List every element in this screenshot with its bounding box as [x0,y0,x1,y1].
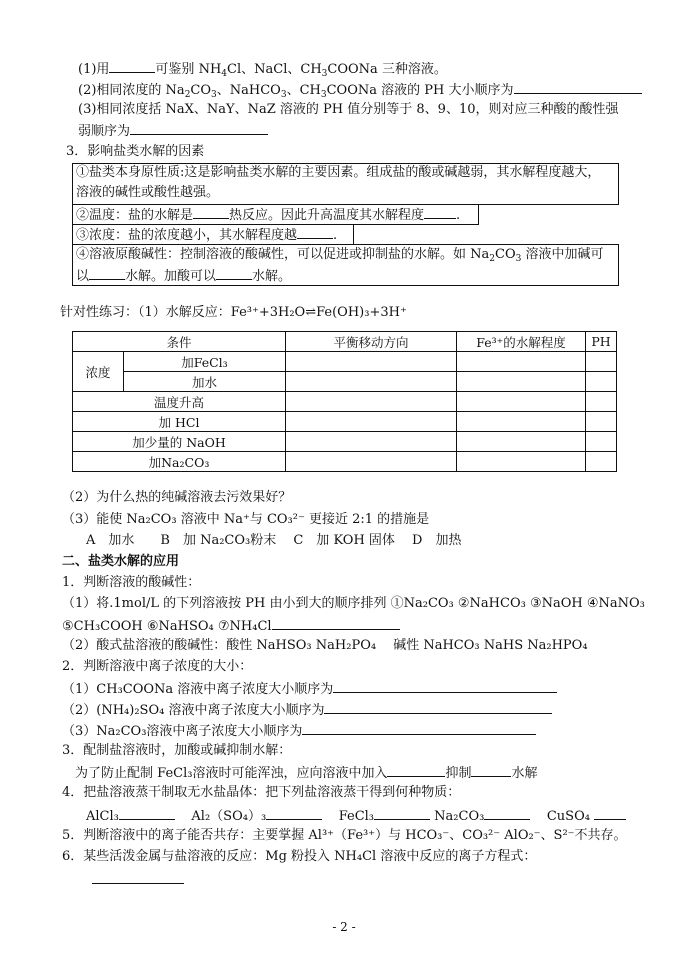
item-6: 6．某些活泼金属与盐溶液的反应：Mg 粉投入 NH₄Cl 溶液中反应的离子方程式： [62,849,537,864]
item-3a: 为了防止配制 FeCl₃溶液时可能浑浊，应向溶液中加入 抑制 水解 [62,763,537,783]
table-row [73,372,617,392]
blank[interactable] [302,721,536,735]
item-1b: ⑤CH₃COOH ⑥NaHSO₄ ⑦NH₄Cl [62,616,400,636]
table-header-row [73,332,617,352]
item-6-blank [92,870,184,890]
blank[interactable] [297,225,333,239]
table-cell[interactable] [285,412,456,432]
q1-line-a: (1)用 可鉴别 $NH_4Cl$、NaCl、$CH_3COONa$ 三种溶液。 [78,59,447,79]
table-cell[interactable] [456,352,585,372]
blank[interactable] [484,806,530,820]
item-2b: （2）(NH₄)₂SO₄ 溶液中离子浓度大小顺序为 [62,700,552,720]
blank[interactable] [272,616,400,630]
item-5: 5．判断溶液中的离子能否共存：主要掌握 Al³⁺（Fe³⁺）与 HCO₃⁻、CO₃²⁻ AlO₂⁻、S²⁻不共存。 [62,828,627,843]
table-row-label: 加水 [124,372,286,392]
blank[interactable] [119,806,175,820]
table-header: PH [585,332,616,352]
table-cell[interactable] [285,452,456,472]
factor-1-text: ①盐类本身原性质:这是影响盐类水解的主要因素。组成盐的酸或碱越弱，其水解程度越大， [76,165,601,180]
item-1c: （2）酸式盐溶液的酸碱性：酸性 NaHSO₃ NaH₂PO₄ 碱性 NaHCO₃ NaHS Na₂HPO₄ [62,638,588,653]
blank[interactable] [109,59,155,73]
table-row-label: 加FeCl₃ [124,352,286,372]
blank[interactable] [387,763,445,777]
item-2c: （3）Na₂CO₃溶液中离子浓度大小顺序为 [62,721,536,741]
table-row [73,352,617,372]
item-4-list: AlCl₃ Al₂（SO₄）₃ FeCl₃ Na₂CO₃ CuSO₄ [86,806,626,826]
factor-2-text: ②温度：盐的水解是 热反应。因此升高温度其水解程度 . [76,205,460,225]
question-3-options: A 加水 B 加 Na₂CO₃粉末 C 加 KOH 固体 D 加热 [86,533,462,548]
table-cell[interactable] [456,452,585,472]
table-header: 平衡移动方向 [285,332,456,352]
table-cell[interactable] [585,452,616,472]
q1-line-c2: 弱顺序为 [78,121,268,141]
page-number: - 2 - [332,920,356,934]
blank[interactable] [89,266,125,280]
table-cell[interactable] [585,352,616,372]
table-cell[interactable] [285,432,456,452]
table-cell[interactable] [285,352,456,372]
condition-table [72,331,617,472]
table-row [73,452,617,472]
item-1a: （1）将.1mol/L 的下列溶液按 PH 由小到大的顺序排列 ①Na₂CO₃ ②NaHCO₃ ③NaOH ④NaNO₃ [62,596,645,611]
item-1: 1．判断溶液的酸碱性： [62,575,201,590]
blank[interactable] [193,205,229,219]
question-3: （3）能使 Na₂CO₃ 溶液中 Na⁺与 CO₃²⁻ 更接近 2:1 的措施是 [62,512,430,527]
table-row-label: 温度升高 [73,392,286,412]
table-cell[interactable] [456,432,585,452]
practice-title: 针对性练习：（1）水解反应：Fe³⁺+3H₂O⇌Fe(OH)₃+3H⁺ [60,305,407,320]
factor-3-text: ③浓度：盐的浓度越小，其水解程度越 . [76,225,337,245]
factor-4-text-b: 以 水解。加酸可以 水解。 [76,266,291,286]
table-cell[interactable] [456,412,585,432]
table-header: Fe³⁺的水解程度 [456,332,585,352]
section-2-title: 二、盐类水解的应用 [62,554,180,569]
item-2a: （1）CH₃COONa 溶液中离子浓度大小顺序为 [62,679,557,699]
table-cell[interactable] [285,372,456,392]
factor-4-text: ④溶液原酸碱性：控制溶液的酸碱性，可以促进或抑制盐的水解。如 $Na_2CO_3$ 溶液中加碱可 [76,247,604,264]
table-cell[interactable] [585,392,616,412]
table-row-label: 加少量的 NaOH [73,432,286,452]
blank[interactable] [374,806,430,820]
blank[interactable] [514,80,642,94]
blank[interactable] [424,205,456,219]
table-row [73,392,617,412]
table-cell[interactable] [585,432,616,452]
table-row [73,432,617,452]
table-header: 条件 [73,332,286,352]
item-2: 2．判断溶液中离子浓度的大小： [62,659,253,674]
blank[interactable] [471,763,511,777]
q1-line-c: (3)相同浓度括 NaX、NaY、NaZ 溶液的 PH 值分别等于 8、9、10，则对应三种酸的酸性强 [78,102,619,117]
question-2: （2）为什么热的纯碱溶液去污效果好？ [62,490,292,505]
blank[interactable] [130,121,268,135]
table-row-label: 加 HCl [73,412,286,432]
factor-1-text-b: 溶液的碱性或酸性越强。 [76,185,220,200]
table-cell[interactable] [456,372,585,392]
table-row-label: 加Na₂CO₃ [73,452,286,472]
blank[interactable] [216,266,252,280]
table-group-label: 浓度 [73,352,124,392]
table-row [73,412,617,432]
table-cell[interactable] [585,412,616,432]
q1-line-b: (2)相同浓度的 $Na_2CO_3$、NaHCO$_3$、$CH_3COONa$ 溶液的 PH 大小顺序为 [78,80,642,100]
item-3: 3．配制盐溶液时，加酸或碱抑制水解： [62,743,292,758]
blank[interactable] [266,806,322,820]
blank[interactable] [324,700,552,714]
table-cell[interactable] [285,392,456,412]
blank[interactable] [594,806,626,820]
blank[interactable] [92,870,184,884]
table-cell[interactable] [456,392,585,412]
section-3-title: 3．影响盐类水解的因素 [66,144,205,159]
table-cell[interactable] [585,372,616,392]
blank[interactable] [333,679,557,693]
item-4: 4．把盐溶液蒸干制取无水盐晶体：把下列盐溶液蒸干得到何种物质： [62,785,461,800]
